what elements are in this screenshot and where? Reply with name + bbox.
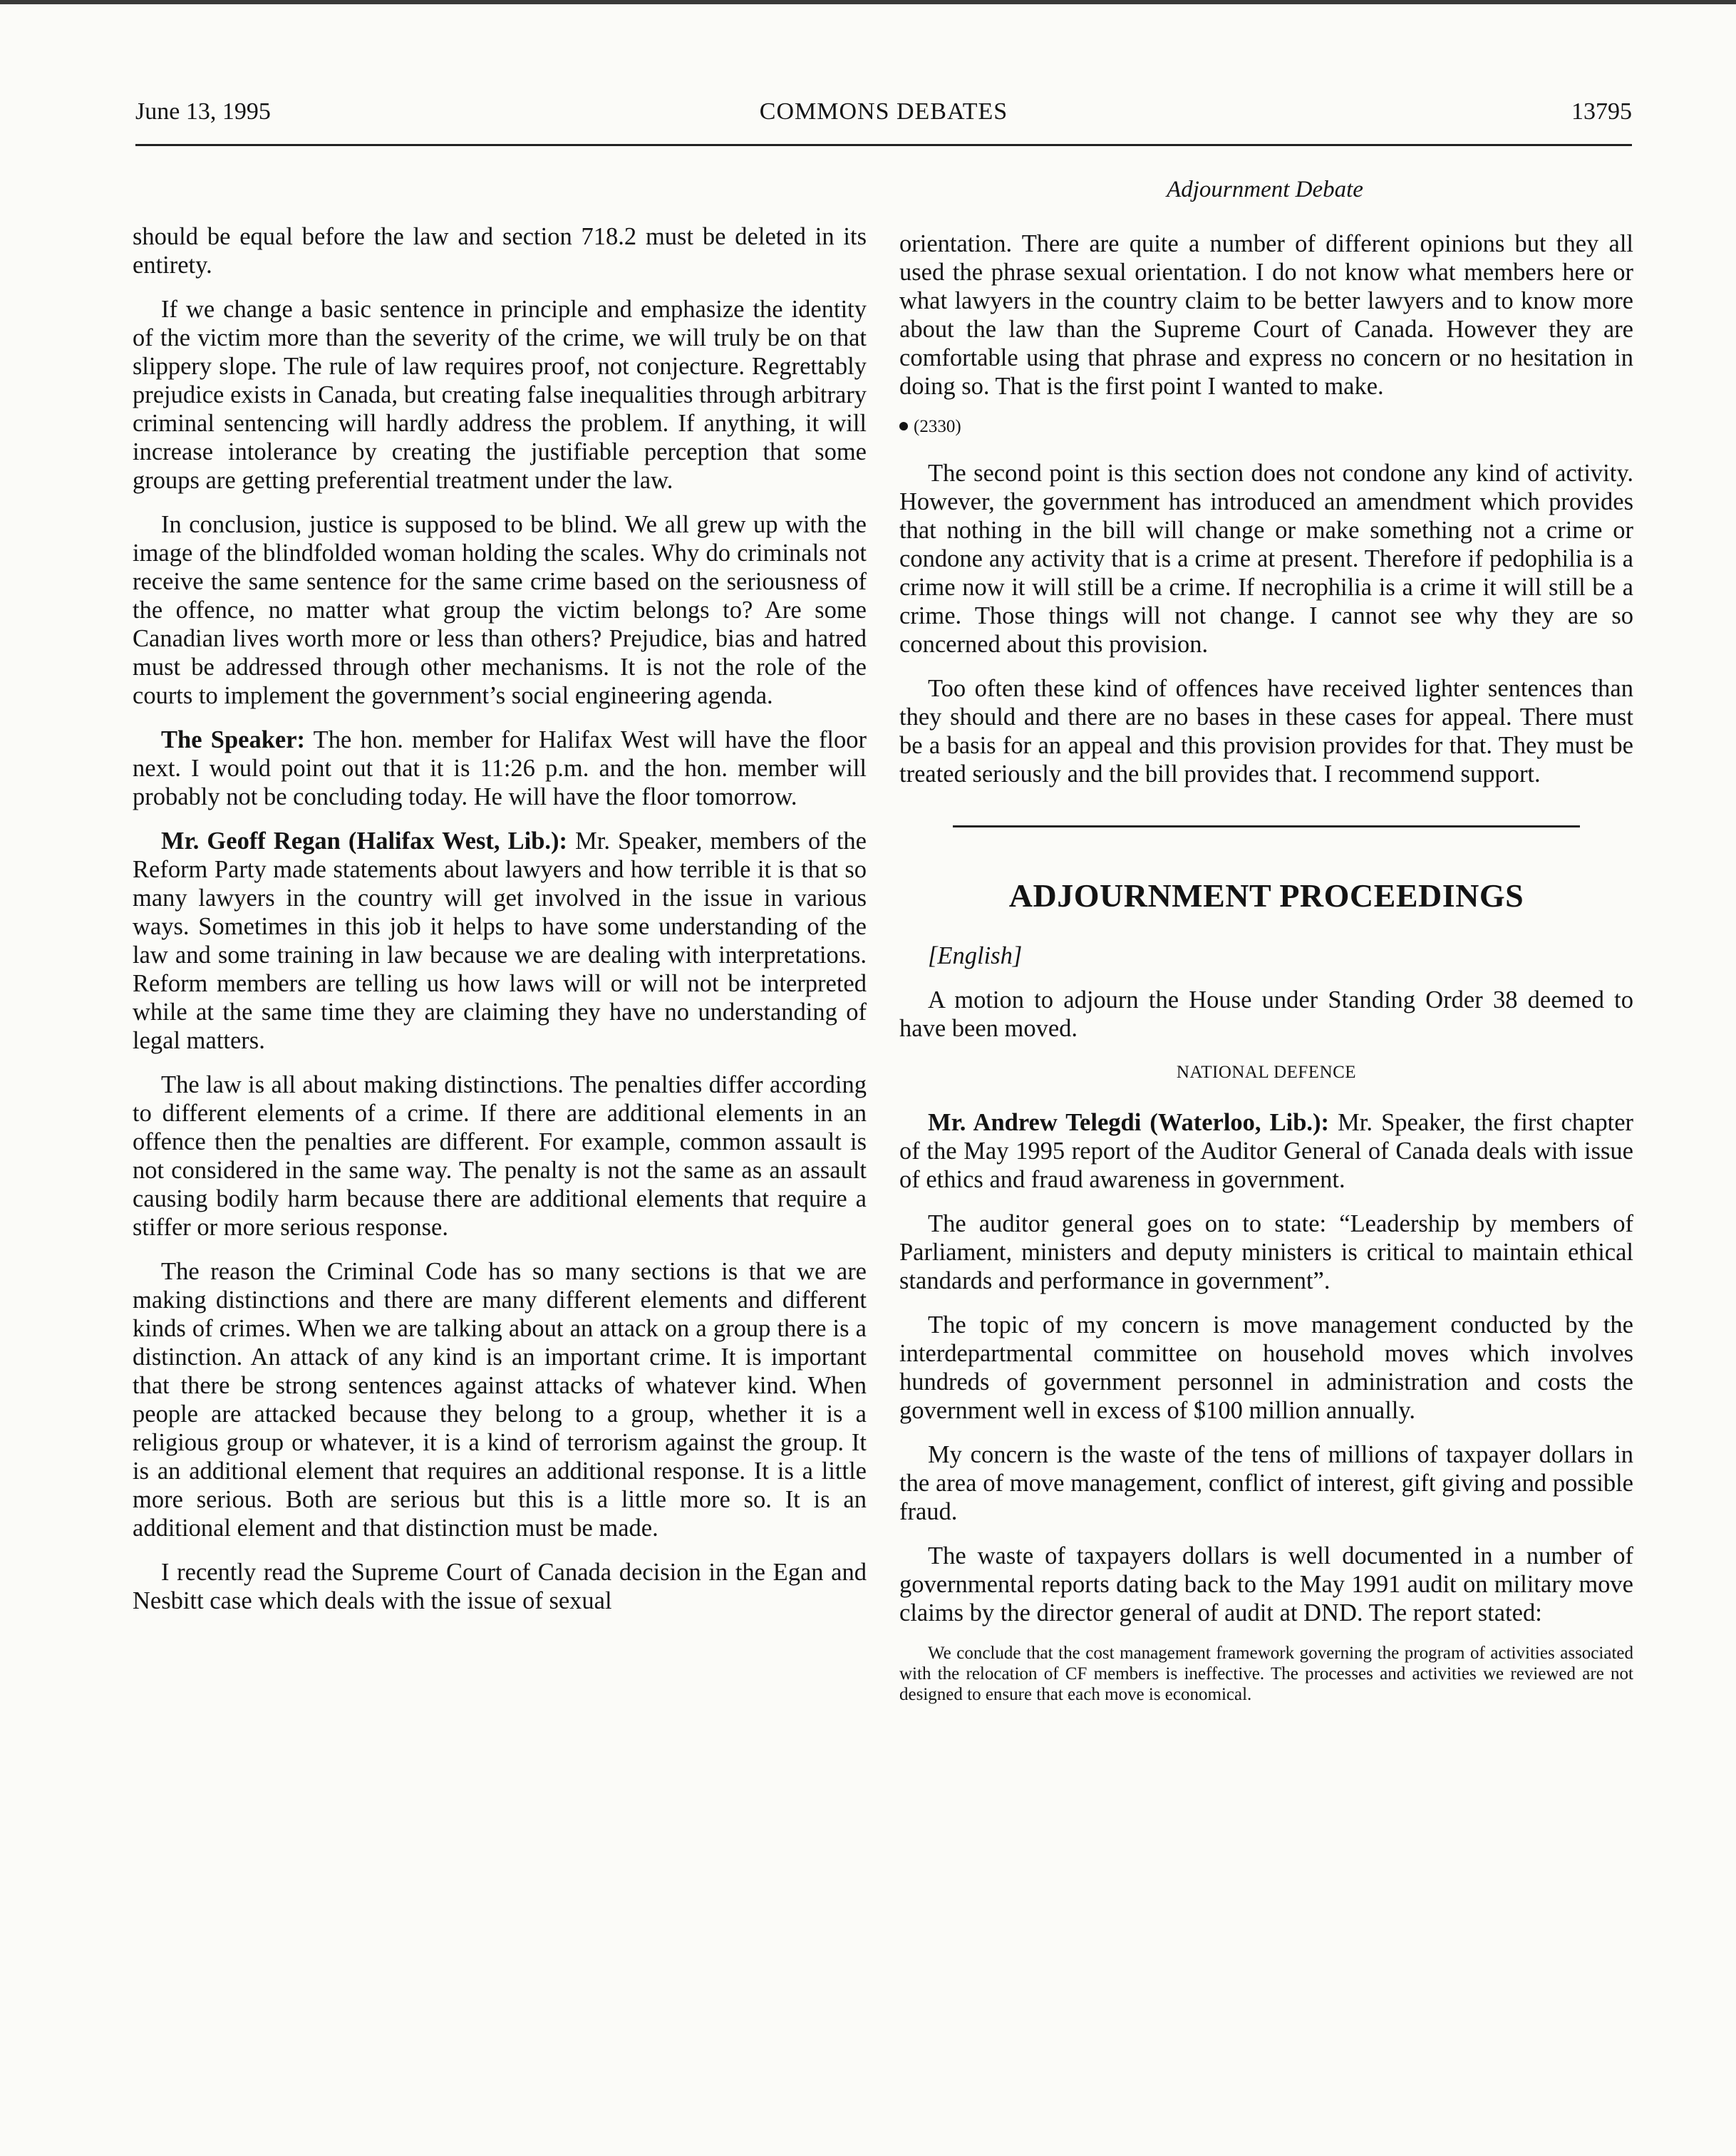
speech-text: The hon. member for Halifax West will have the floor next. I would point out that it is 11:26 p.m. and the hon. member will probably not be concluding today. He will have the floor tomorrow. — [133, 726, 867, 810]
motion-paragraph: A motion to adjourn the House under Standing Order 38 deemed to have been moved. — [899, 986, 1633, 1042]
left-paragraph-3: In conclusion, justice is supposed to be blind. We all grew up with the image of the blindfolded woman holding the scales. Why do criminals not receive the same sentence for the same crime based on the seriousness of the offence, no matter what group the victim belongs to? Are some Canadian lives worth more or less than others? Prejudice, bias and hatred must be addressed through other mechanisms. It is not the role of the courts to implement the government’s social engineering agenda. — [133, 511, 867, 709]
left-column — [133, 222, 867, 1631]
speaker-name: The Speaker: — [161, 726, 305, 753]
left-paragraph-6: The law is all about making distinctions. The penalties differ according to different elements of a crime. If there are additional elements in an offence then the penalties are different. For example, common assault is not considered in the same way. The penalty is not the same as an assault causing bodily harm because there are additional elements that require a stiffer or more serious response. — [133, 1071, 867, 1241]
scan-edge — [0, 0, 1736, 4]
section-title: ADJOURNMENT PROCEEDINGS — [1008, 877, 1524, 914]
left-paragraph-4 — [133, 726, 867, 811]
time-marker-text: (2330) — [914, 417, 961, 436]
running-head: Adjournment Debate — [1167, 177, 1363, 202]
right-paragraph-7: My concern is the waste of the tens of millions of taxpayer dollars in the area of move management, conflict of interest, gift giving and possible fraud. — [899, 1441, 1633, 1525]
page-header — [135, 98, 1632, 134]
speech-text: Mr. Speaker, members of the Reform Party made statements about lawyers and how terrible it is that so many lawyers in the country will get involved in the issue in various ways. Sometimes in this job it helps to have some understanding of the law and some training in law because we are dealing with interpretations. Reform members are telling us how laws will or will not be interpreted while at the same time they are claiming they have no understanding of legal matters. — [133, 827, 867, 1054]
section-rule — [953, 825, 1580, 827]
header-date: June 13, 1995 — [135, 98, 271, 125]
right-column — [899, 229, 1633, 1721]
right-paragraph-6: The topic of my concern is move management conducted by the interdepartmental committee on household moves which involves hundreds of government personnel in administration and costs the government well in excess of $100 million annually. — [899, 1311, 1633, 1424]
subheading: NATIONAL DEFENCE — [1176, 1063, 1357, 1082]
right-paragraph-8: The waste of taxpayers dollars is well documented in a number of governmental reports dating back to the May 1991 audit on military move claims by the director general of audit at DND. The report stated: — [899, 1542, 1633, 1626]
right-paragraph-5: The auditor general goes on to state: “Leadership by members of Parliament, ministers and deputy ministers is critical to maintain ethical standards and performance in government”. — [899, 1210, 1633, 1294]
language-tag: [English] — [928, 942, 1023, 969]
bullet-icon — [899, 422, 908, 430]
header-publication: COMMONS DEBATES — [759, 98, 1008, 125]
left-paragraph-8: I recently read the Supreme Court of Canada decision in the Egan and Nesbitt case which deals with the issue of sexual — [133, 1559, 867, 1614]
left-paragraph-5 — [133, 827, 867, 1055]
left-paragraph-7: The reason the Criminal Code has so many sections is that we are making distinctions and there are many different elements and different kinds of crimes. When we are talking about an attack on a group there is a distinction. An attack of any kind is an important crime. It is important that there be strong sentences against attacks of whatever kind. When people are attacked because they belong to a group, whether it is a religious group or whatever, it is a kind of terrorism against the group. It is an additional element that requires an additional response. It is a little more serious. Both are serious but this is a little more so. It is an additional element and that distinction must be made. — [133, 1258, 867, 1542]
header-page-number: 13795 — [1571, 98, 1632, 125]
left-paragraph-1: should be equal before the law and section 718.2 must be deleted in its entirety. — [133, 223, 867, 279]
speech-text: Mr. Speaker, the first chapter of the May 1995 report of the Auditor General of Canada deals with issue of ethics and fraud awareness in government. — [899, 1109, 1633, 1193]
left-paragraph-2: If we change a basic sentence in principle and emphasize the identity of the victim more than the severity of the crime, we will truly be on that slippery slope. The rule of law requires proof, not conjecture. Regrettably prejudice exists in Canada, but creating false inequalities through arbitrary criminal sentencing will hardly address the problem. If anything, it will increase intolerance by creating the justifiable perception that some groups are getting preferential treatment under the law. — [133, 296, 867, 494]
time-marker — [899, 416, 1633, 438]
header-rule — [135, 144, 1632, 146]
speaker-name: Mr. Andrew Telegdi (Waterloo, Lib.): — [928, 1109, 1330, 1136]
right-paragraph-2: The second point is this section does not condone any kind of activity. However, the government has introduced an amendment which provides that nothing in the bill will change or make something not a crime or condone any activity that is a crime at present. Therefore if pedophilia is a crime now it will still be a crime. If necrophilia is a crime it will still be a crime. Those things will not change. I cannot see why they are so concerned about this provision. — [899, 460, 1633, 658]
speaker-name: Mr. Geoff Regan (Halifax West, Lib.): — [161, 827, 567, 855]
right-paragraph-1: orientation. There are quite a number of different opinions but they all used the phrase sexual orientation. I do not know what members here or what lawyers in the country claim to be better lawyers and to know more about the law than the Supreme Court of Canada. However they are comfortable using that phrase and express no concern or no hesitation in doing so. That is the first point I wanted to make. — [899, 230, 1633, 400]
right-paragraph-4 — [899, 1108, 1633, 1194]
block-quote: We conclude that the cost management framework governing the program of activities associated with the relocation of CF members is ineffective. The processes and activities we reviewed are not designed to ensure that each move is economical. — [899, 1644, 1633, 1704]
right-paragraph-3: Too often these kind of offences have received lighter sentences than they should and there are no bases in these cases for appeal. There must be a basis for an appeal and this provision provides for that. They must be treated seriously and the bill provides that. I recommend support. — [899, 675, 1633, 788]
